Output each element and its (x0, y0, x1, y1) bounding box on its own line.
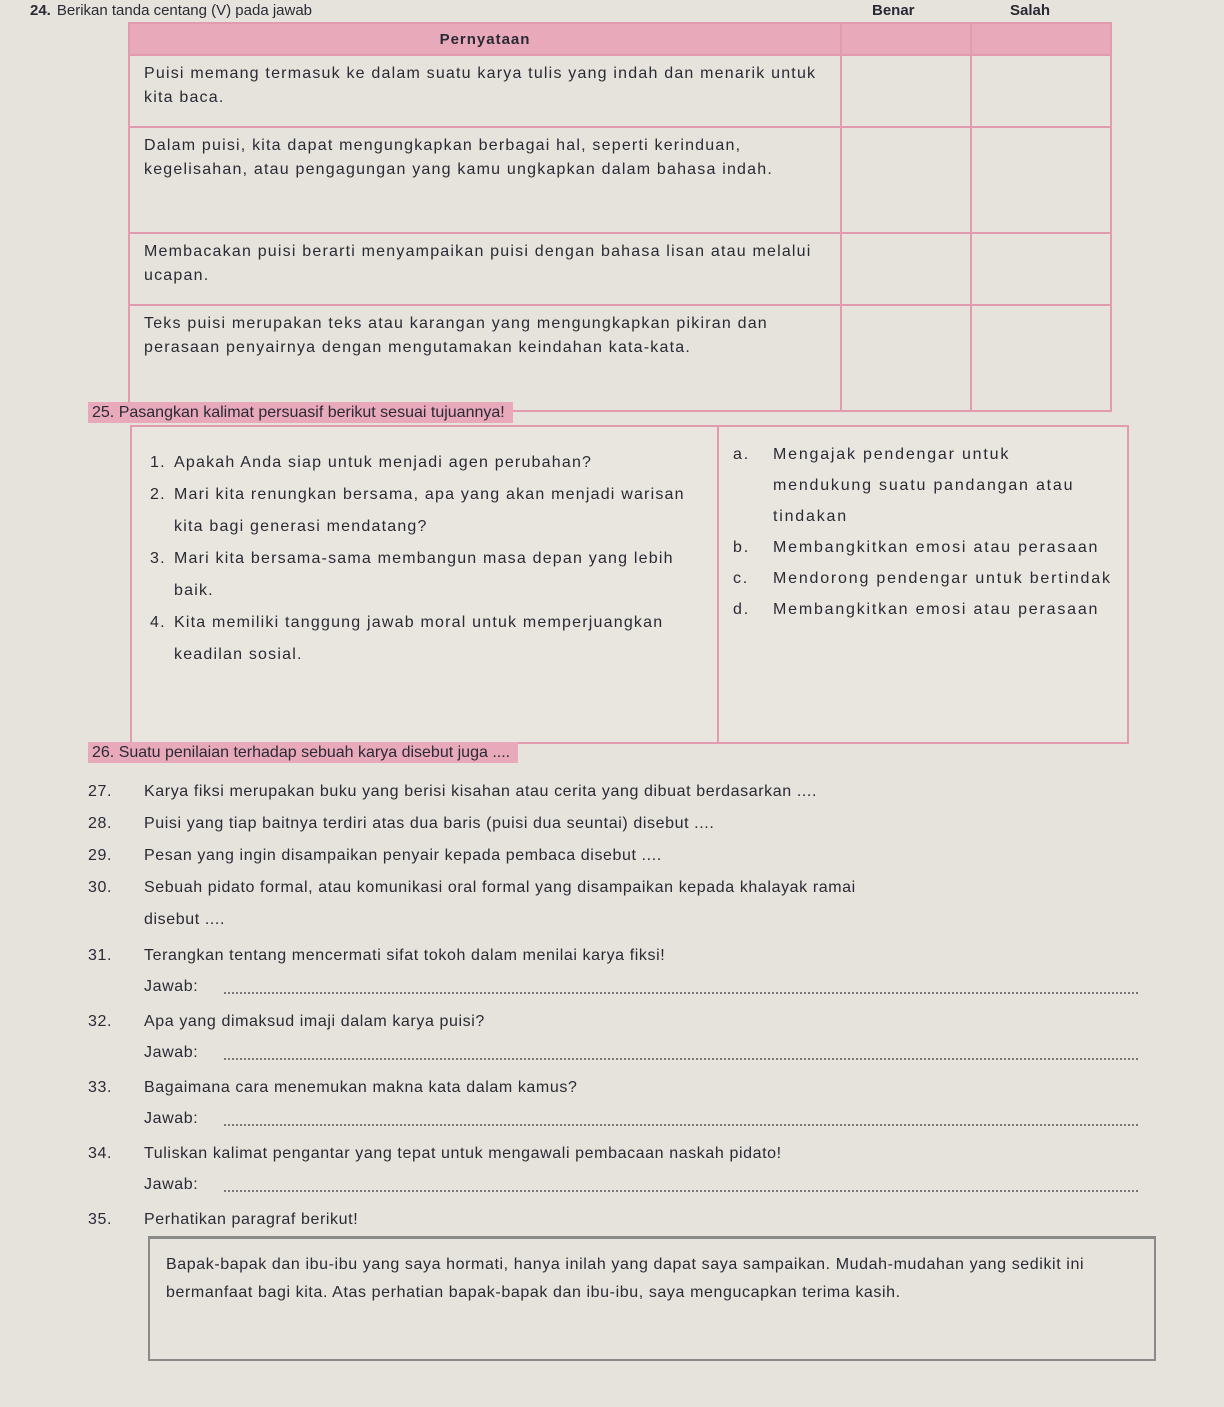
q31-answer[interactable] (88, 972, 1138, 1002)
salah-checkbox-3[interactable] (971, 233, 1111, 305)
answer-line[interactable] (224, 1104, 1138, 1126)
q24-number: 24. (30, 2, 51, 19)
match-right-item[interactable]: a. Mengajak pendengar untuk mendukung suatu pandangan atau tindakan (733, 446, 1075, 525)
answer-line[interactable] (224, 1038, 1138, 1060)
q29-question: 29. Pesan yang ingin disampaikan penyair kepada pembaca disebut .... (88, 847, 662, 864)
matching-box (130, 425, 1129, 744)
q32-answer[interactable] (88, 1038, 1138, 1068)
match-right-item[interactable]: d. Membangkitkan emosi atau perasaan (733, 601, 1100, 618)
match-left-item[interactable]: 3. Mari kita bersama-sama membangun masa depan yang lebih baik. (150, 550, 674, 599)
statement-table (128, 22, 1112, 412)
question-list (88, 776, 1138, 1236)
q27-question: 27. Karya fiksi merupakan buku yang berisi kisahan atau cerita yang dibuat berdasarkan .... (88, 783, 817, 800)
q35-paragraph: Bapak-bapak dan ibu-ibu yang saya hormati, hanya inilah yang dapat saya sampaikan. Mudah-mudahan yang sedikit ini bermanfaat bagi kita. Atas perhatian bapak-bapak dan ibu-ibu, saya mengucapkan terima kasih. (166, 1256, 1085, 1301)
match-right-item[interactable]: b. Membangkitkan emosi atau perasaan (733, 539, 1100, 556)
benar-checkbox-1[interactable] (841, 55, 971, 127)
answer-label: Jawab: (144, 1044, 199, 1061)
match-left-item[interactable]: 2. Mari kita renungkan bersama, apa yang akan menjadi warisan kita bagi generasi mendatang? (150, 486, 685, 535)
q25-number: 25. (92, 404, 115, 421)
benar-header-label: Benar (872, 2, 915, 19)
q24-instruction: Berikan tanda centang (V) pada jawab (56, 2, 313, 19)
q35-paragraph-box (148, 1236, 1156, 1361)
q34-answer[interactable] (88, 1170, 1138, 1200)
q35-question: 35. Perhatikan paragraf berikut! (88, 1211, 359, 1228)
answer-label: Jawab: (144, 1110, 199, 1127)
pernyataan-header: Pernyataan (129, 23, 841, 55)
answer-label: Jawab: (144, 1176, 199, 1193)
benar-checkbox-3[interactable] (841, 233, 971, 305)
q28-question: 28. Puisi yang tiap baitnya terdiri atas dua baris (puisi dua seuntai) disebut .... (88, 815, 715, 832)
benar-checkbox-2[interactable] (841, 127, 971, 233)
statement-3: Membacakan puisi berarti menyampaikan puisi dengan bahasa lisan atau melalui ucapan. (129, 233, 841, 305)
q26-number: 26. (92, 744, 115, 761)
match-left-item[interactable]: 4. Kita memiliki tanggung jawab moral untuk memperjuangkan keadilan sosial. (150, 614, 664, 663)
q30-question-cont: disebut .... (144, 911, 226, 928)
q31-question: 31. Terangkan tentang mencermati sifat tokoh dalam menilai karya fiksi! (88, 947, 666, 964)
q32-question: 32. Apa yang dimaksud imaji dalam karya puisi? (88, 1013, 485, 1030)
matching-right-column (717, 427, 1127, 742)
matching-left-column (150, 447, 710, 671)
salah-header-label: Salah (1010, 2, 1051, 19)
q26-question (88, 744, 518, 762)
q34-question: 34. Tuliskan kalimat pengantar yang tepat untuk mengawali pembacaan naskah pidato! (88, 1145, 782, 1162)
statement-2: Dalam puisi, kita dapat mengungkapkan berbagai hal, seperti kerinduan, kegelisahan, atau pengagungan yang kamu ungkapkan dalam bahasa indah. (129, 127, 841, 233)
q24-header (30, 2, 312, 19)
q30-question: 30. Sebuah pidato formal, atau komunikasi oral formal yang disampaikan kepada khalayak ramai (88, 879, 856, 896)
match-right-item[interactable]: c. Mendorong pendengar untuk bertindak (733, 570, 1112, 587)
answer-line[interactable] (224, 972, 1138, 994)
q33-question: 33. Bagaimana cara menemukan makna kata dalam kamus? (88, 1079, 578, 1096)
salah-checkbox-2[interactable] (971, 127, 1111, 233)
match-left-item[interactable]: 1. Apakah Anda siap untuk menjadi agen perubahan? (150, 454, 593, 471)
salah-checkbox-1[interactable] (971, 55, 1111, 127)
q25-header (88, 404, 513, 422)
q33-answer[interactable] (88, 1104, 1138, 1134)
benar-checkbox-4[interactable] (841, 305, 971, 411)
answer-label: Jawab: (144, 978, 199, 995)
salah-checkbox-4[interactable] (971, 305, 1111, 411)
answer-line[interactable] (224, 1170, 1138, 1192)
statement-4: Teks puisi merupakan teks atau karangan yang mengungkapkan pikiran dan perasaan penyairnya dengan mengutamakan keindahan kata-kata. (129, 305, 841, 411)
q26-text: Suatu penilaian terhadap sebuah karya disebut juga .... (118, 744, 511, 761)
q25-instruction: Pasangkan kalimat persuasif berikut sesuai tujuannya! (118, 404, 505, 421)
benar-header-cell (841, 23, 971, 55)
statement-1: Puisi memang termasuk ke dalam suatu karya tulis yang indah dan menarik untuk kita baca. (129, 55, 841, 127)
salah-header-cell (971, 23, 1111, 55)
